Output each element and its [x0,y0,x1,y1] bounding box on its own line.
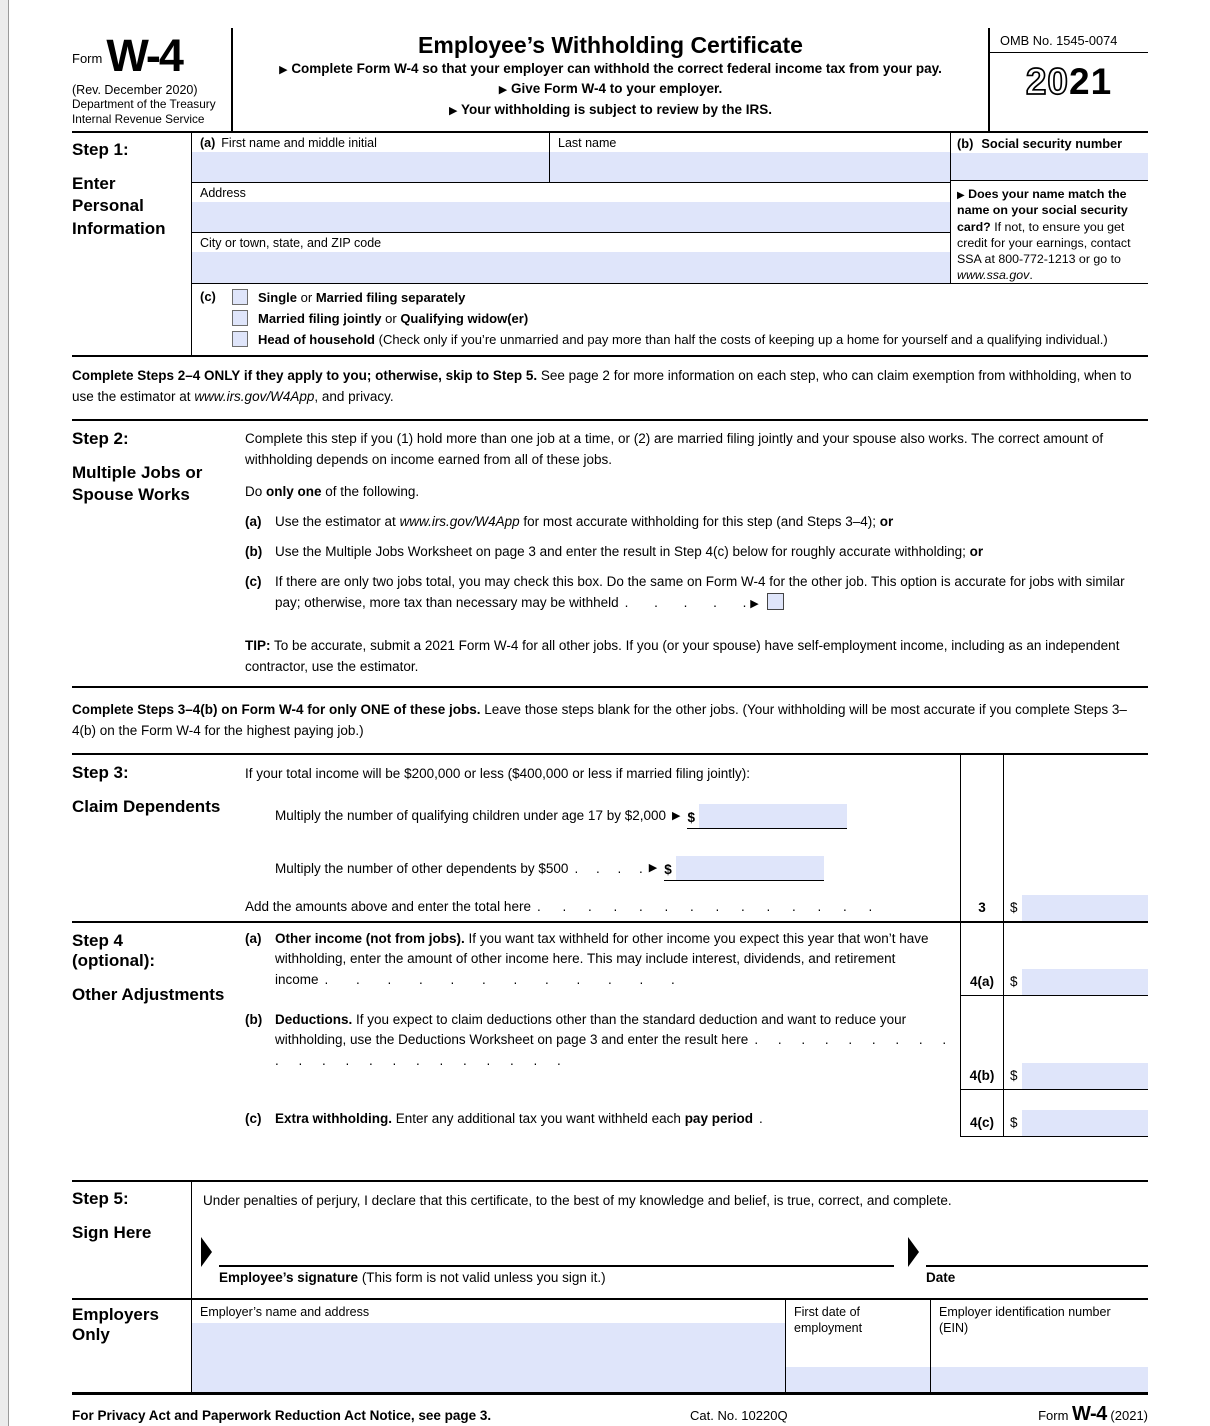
last-name-input[interactable] [550,152,950,182]
step4-section [72,923,1148,1137]
step3-intro-row: If your total income will be $200,000 or less ($400,000 or less if married filing jointly): [245,755,1148,789]
dot-leader: . [758,1111,763,1126]
revision-date: (Rev. December 2020) [72,83,198,97]
step4a-other-income-row: (a) Other income (not from jobs). If you want tax withheld for other income you expect this year that won’t have withholding, enter the amount of other income here. This may include interest, dividends, and retirement income . . . . . . . . . . . . 4(a) $ [245,923,1148,996]
line-4a-amount-field[interactable] [1022,969,1148,995]
last-name-cell: Last name [550,133,950,182]
ein-input[interactable] [931,1367,1148,1392]
step3-total-row: Add the amounts above and enter the total here . . . . . . . . . . . . . . 3 $ [245,893,1148,921]
married-jointly-checkbox[interactable] [232,310,248,326]
header-instruction-3: ▶ Your withholding is subject to review by the IRS. [448,101,773,117]
line-4c-amount-field[interactable] [1022,1110,1148,1136]
ssn-input[interactable] [951,153,1148,180]
line-4b-number: 4(b) [960,996,1003,1090]
date-arrow-icon [908,1237,919,1267]
omb-year-block [988,28,1148,131]
first-date-employment-input[interactable] [786,1367,930,1392]
title-block [233,28,988,131]
arrow-icon: ▶ [279,64,288,76]
step5-label: Step 5: Sign Here [72,1182,192,1298]
tax-year: 2021 [1025,61,1113,102]
step2-option-b: (b) Use the Multiple Jobs Worksheet on page 3 and enter the result in Step 4(c) below for roughly accurate withholding; or [245,543,984,559]
department-line1: Department of the Treasury [72,97,216,111]
line-3-amount-field[interactable] [1022,895,1148,921]
first-name-cell: (a) First name and middle initial [192,133,550,182]
step5-section: Step 5: Sign Here Under penalties of perjury, I declare that this certificate, to the best of my knowledge and belief, is true, correct, and complete. Employee’s signature (This form is not valid unless you sign it.) Date [72,1180,1148,1300]
dot-leader: . . . . . . . . . . . . [324,971,675,987]
form-title: Employee’s Withholding Certificate [418,32,803,58]
filing-status-option-married-jointly: Married filing jointly or Qualifying widow(er) [232,310,1148,326]
scanned-page-edge [0,0,9,1426]
step2-label: Step 2: Multiple Jobs or Spouse Works [72,429,203,505]
ein-cell: Employer identification number (EIN) [930,1300,1148,1392]
employer-name-address-cell: Employer’s name and address [192,1300,785,1392]
step2-do-only-one: Do only one of the following. [245,483,420,499]
dot-leader: . . . . . [624,594,747,610]
form-word: Form [72,51,103,66]
ssa-url: www.ssa.gov [957,267,1030,282]
step2-tip: TIP: To be accurate, submit a 2021 Form W-4 for all other jobs. If you (or your spouse) have self-employment income, including as an independent contractor, use the estimator. [245,638,1120,675]
employers-only-section [72,1300,1148,1395]
arrow-icon: ▶ [648,862,658,875]
ssn-cell: (b) Social security number [951,133,1148,181]
date-line[interactable] [926,1237,1148,1267]
single-checkbox[interactable] [232,289,248,305]
omb-number: OMB No. 1545-0074 [990,28,1148,53]
form-header [72,28,1148,133]
steps-2-4-instruction: Complete Steps 2–4 ONLY if they apply to you; otherwise, skip to Step 5. See page 2 for more information on each step, who can claim exemption from withholding, when to use the estimator at www.irs.gov/W4App, and privacy. [72,357,1148,421]
employers-only-label: Employers Only [72,1300,192,1392]
privacy-act-notice: For Privacy Act and Paperwork Reduction Act Notice, see page 3. [72,1408,492,1423]
step4-label: Step 4 (optional): Other Adjustments [72,931,225,1004]
footer-form-id: Form W-4 (2021) [1038,1403,1148,1425]
step4b-deductions-row: (b) Deductions. If you expect to claim deductions other than the standard deduction and want to reduce your withholding, use the Deductions Worksheet on page 3 and enter the result here . . . . . . . . . . . . . . . . . . . . . . 4(b) $ [245,996,1148,1090]
step2-option-c: (c) If there are only two jobs total, you may check this box. Do the same on Form W-4 for the other job. This option is accurate for jobs with similar pay; otherwise, more tax than necessary may be withheld . . . . . ▶ [245,573,1125,610]
dot-leader: . . . . . . . . . . . . . . [536,899,873,915]
line-4a-number: 4(a) [960,923,1003,996]
filing-status-option-single: Single or Married filing separately [232,289,1148,305]
steps-3-4b-instruction: Complete Steps 3–4(b) on Form W-4 for only ONE of these jobs. Leave those steps blank for the other jobs. (Your withholding will be most accurate if you complete Steps 3–4(b) on the Form W-4 for the highest paying job.) [72,688,1148,755]
step3-qualifying-children-row: Multiply the number of qualifying children under age 17 by $2,000 ▶ $ [245,789,1148,844]
arrow-icon: ▶ [750,597,759,610]
filing-status-option-head-of-household: Head of household (Check only if you’re unmarried and pay more than half the costs of keeping up a home for yourself and a qualifying individual.) [232,331,1148,347]
catalog-number: Cat. No. 10220Q [690,1408,788,1423]
step3-section [72,755,1148,923]
step2-intro: Complete this step if you (1) hold more than one job at a time, or (2) are married filing jointly and your spouse also works. The correct amount of withholding depends on income earned from all of these jobs. [245,431,1104,467]
city-state-zip-input[interactable] [192,252,950,283]
header-instruction-1: ▶ Complete Form W-4 so that your employer can withhold the correct federal income tax from your pay. [279,61,942,76]
step2-option-a: (a) Use the estimator at www.irs.gov/W4App for most accurate withholding for this step (and Steps 3–4); or [245,513,894,529]
dot-leader: . . . . . . . . . . . . . . . . . . . . . . [275,1032,947,1068]
line-3-number: 3 [960,893,1003,921]
department-line2: Internal Revenue Service [72,111,205,126]
first-date-employment-cell: First date of employment [785,1300,930,1392]
estimator-url: www.irs.gov/W4App [399,513,520,529]
arrow-icon: ▶ [448,104,458,117]
form-footer [72,1395,1148,1426]
form-identity-block [72,28,233,131]
line-4b-amount-field[interactable] [1022,1063,1148,1089]
step4c-extra-withholding-row: (c) Extra withholding. Enter any additional tax you want withheld each pay period . 4(c) $ [245,1090,1148,1137]
arrow-icon: ▶ [498,84,508,97]
city-state-zip-cell: City or town, state, and ZIP code [192,233,950,283]
arrow-icon: ▶ [672,810,681,822]
step3-other-dependents-row: Multiply the number of other dependents by $500 . . . . ▶ $ [245,844,1148,893]
header-instruction-2: ▶ Give Form W-4 to your employer. [498,81,723,97]
step3-label: Step 3: Claim Dependents [72,763,221,816]
employer-name-address-input[interactable] [192,1323,785,1392]
step1-label: Step 1: Enter Personal Information [72,133,192,355]
other-dependents-amount-field[interactable]: $ [664,856,824,881]
signature-arrow-icon [201,1237,212,1267]
line-4c-number: 4(c) [960,1090,1003,1137]
two-jobs-checkbox[interactable] [767,593,784,610]
employee-signature-line[interactable] [219,1237,894,1267]
head-of-household-checkbox[interactable] [232,331,248,347]
step2-section [72,421,1148,688]
filing-status-group: (c) Single or Married filing separately Married filing jointly or Qualifying widow(er) Head of household (Check only if you’re unmarried and pay more than half the costs of keeping up a home for yourself and a qualifying individual.) [192,283,1148,355]
form-number-logo: W-4 [106,30,182,81]
section-gap [72,1137,1148,1180]
dot-leader: . . . . [574,860,643,876]
first-name-input[interactable] [192,152,549,182]
perjury-declaration: Under penalties of perjury, I declare that this certificate, to the best of my knowledge and belief, is true, correct, and complete. [203,1193,952,1208]
address-input[interactable] [192,202,950,232]
estimator-url: www.irs.gov/W4App [194,388,315,404]
ssa-name-match-note: ▶ Does your name match the name on your social security card? If not, to ensure you get credit for your earnings, contact SSA at 800-772-1213 or go to www.ssa.gov. [957,187,1131,282]
step1-section [72,133,1148,357]
arrow-icon: ▶ [957,190,965,202]
address-cell: Address [192,183,950,233]
qualifying-children-amount-field[interactable]: $ [687,804,847,829]
